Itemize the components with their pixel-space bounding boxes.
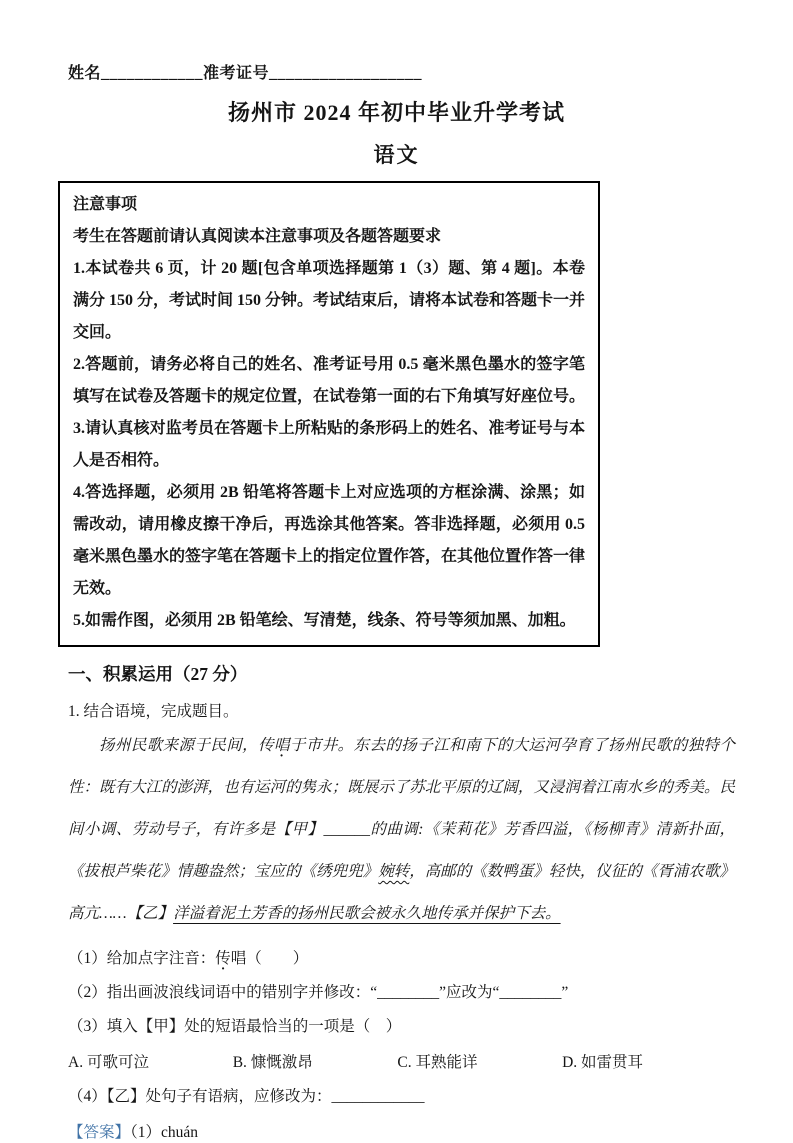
passage-blank-jia: ______ — [323, 821, 370, 838]
answer-label: 【答案】 — [68, 1124, 131, 1141]
question-1-3: （3）填入【甲】处的短语最恰当的一项是（ ） — [68, 1018, 402, 1035]
ticket-blank: __________________ — [269, 65, 423, 82]
section-heading: 一、积累运用（27 分） — [68, 664, 248, 684]
passage-text — [68, 725, 735, 935]
underlined-sentence-yi: 洋溢着泥土芳香的扬州民歌会被永久地传承并保护下去。 — [173, 905, 561, 922]
notice-heading: 注意事项 — [73, 196, 138, 213]
option-d: D. 如雷贯耳 — [562, 1054, 644, 1071]
choice-options-row — [68, 1052, 735, 1073]
question-1-4: （4）【乙】处句子有语病，应修改为：____________ — [68, 1088, 425, 1105]
question-1-1 — [68, 948, 735, 969]
notice-subheading: 考生在答题前请认真阅读本注意事项及各题答题要求 — [73, 228, 442, 245]
passage-seg-1: 扬州民歌来源于民间， — [99, 737, 259, 754]
notice-box — [58, 181, 600, 647]
name-label: 姓名 — [68, 65, 102, 82]
option-b: B. 慷慨激昂 — [232, 1054, 313, 1071]
passage-seg-2: 唱于市井。东去的扬子江和南下的大运河孕育了扬州民歌的独特个性：既有大江的澎湃，也有运河的隽永；既展示了苏北平原的辽阔，又浸润着江南水乡的秀美。民间小调、劳动号子，有许多是【甲】 — [68, 737, 735, 838]
answer-line — [68, 1122, 735, 1143]
notice-item-1: 1.本试卷共 6 页，计 20 题[包含单项选择题第 1（3）题、第 4 题]。本卷满分 150 分，考试时间 150 分钟。考试结束后，请将本试卷和答题卡一并交回。 — [73, 260, 586, 341]
emphasis-dotted-char: 传 — [258, 737, 275, 754]
answer-text: （1）chuán — [130, 1124, 199, 1141]
passage-seg-3: 的曲调:《茉莉花》芳香四溢，《杨柳青》清新扑面，《拔根芦柴花》情趣盎然；宝应的《绣兜兜》 — [68, 821, 735, 880]
question-1-intro: 1. 结合语境，完成题目。 — [68, 703, 239, 720]
passage-seg-4: ，高邮的《数鸭蛋》轻快，仪征的《胥浦农歌》高亢……【乙】 — [68, 863, 735, 922]
notice-item-2: 2.答题前，请务必将自己的姓名、准考证号用 0.5 毫米黑色墨水的签字笔填写在试卷及答题卡的规定位置，在试卷第一面的右下角填写好座位号。 — [73, 356, 586, 405]
option-a: A. 可歌可泣 — [68, 1054, 149, 1071]
option-c: C. 耳熟能详 — [397, 1054, 478, 1071]
q1-suffix: 唱（ ） — [230, 950, 309, 967]
page-title: 扬州市 2024 年初中毕业升学考试 — [227, 100, 565, 125]
ticket-label: 准考证号 — [203, 65, 270, 82]
notice-item-5: 5.如需作图，必须用 2B 铅笔绘、写清楚，线条、符号等须加黑、加粗。 — [73, 612, 576, 629]
wavy-underlined-word: 婉转 — [378, 863, 410, 880]
q1-prefix: （1）给加点字注音： — [68, 950, 216, 967]
subject-title: 语文 — [373, 143, 420, 167]
name-ticket-line — [68, 60, 735, 83]
notice-item-4: 4.答选择题，必须用 2B 铅笔将答题卡上对应选项的方框涂满、涂黑；如需改动，请用橡皮擦干净后，再选涂其他答案。答非选择题，必须用 0.5 毫米黑色墨水的签字笔在答题卡上的指定位置作答，在其他位置作答一律无效。 — [73, 484, 586, 597]
notice-item-3: 3.请认真核对监考员在答题卡上所粘贴的条形码上的姓名、准考证号与本人是否相符。 — [73, 420, 585, 469]
question-1-2: （2）指出画波浪线词语中的错别字并修改：“________”应改为“________” — [68, 984, 569, 1001]
name-blank: ____________ — [101, 65, 204, 82]
q1-emphasis-dotted-char: 传 — [215, 950, 231, 967]
